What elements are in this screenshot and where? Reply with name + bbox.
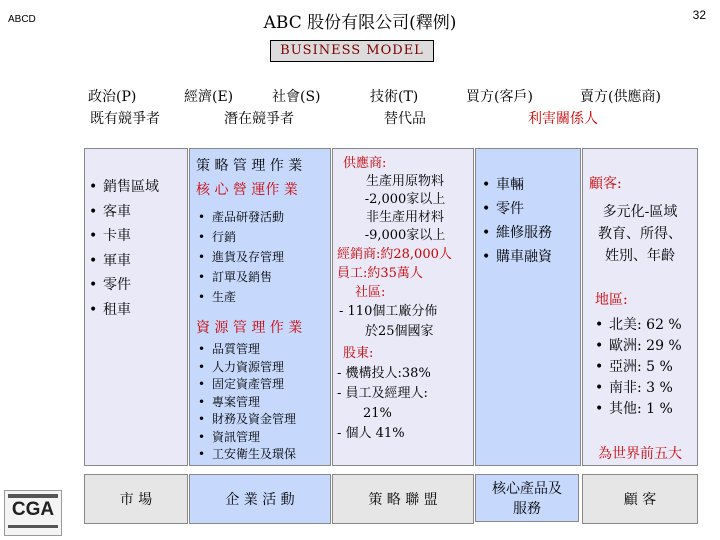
market-item: • 租車 — [89, 298, 187, 323]
shareholder-label: 股東: — [343, 346, 374, 361]
region-item: • 其他: 1 % — [595, 399, 682, 420]
supplier-label: 供應商: — [343, 156, 387, 171]
market-item: • 客車 — [89, 200, 187, 225]
community-line: - 110個工廠分佈 — [339, 304, 438, 319]
page-number: 32 — [692, 8, 706, 22]
resource-item: • 資訊管理 — [198, 429, 296, 447]
shareholder-line: - 個人 41% — [337, 426, 405, 441]
core-item: • 產品研發活動 — [198, 207, 284, 227]
footer-enterprise — [189, 474, 331, 524]
core-heading: 核 心 營 運作 業 — [196, 182, 298, 198]
products-panel — [475, 148, 581, 466]
core-item: • 行銷 — [198, 227, 284, 247]
employee-count: 員工:約35萬人 — [337, 266, 423, 281]
footer-products — [475, 474, 579, 522]
community-line: 於25個國家 — [365, 324, 434, 339]
products-list — [482, 173, 580, 269]
customer-line: 教育、所得、 — [598, 226, 682, 242]
factor-economic: 經濟(E) — [184, 89, 234, 105]
factor-existing-competitors: 既有競爭者 — [90, 111, 160, 127]
customer-panel — [582, 148, 698, 466]
factor-buyer: 買方(客戶) — [466, 89, 533, 105]
factor-technology: 技術(T) — [370, 89, 419, 105]
footer-label: 市 場 — [119, 492, 153, 508]
market-panel — [84, 148, 188, 466]
footer-market — [84, 474, 188, 524]
factor-political: 政治(P) — [88, 89, 137, 105]
customer-line: 姓別、年齡 — [605, 248, 675, 264]
region-item: • 北美: 62 % — [595, 315, 682, 336]
region-list — [595, 315, 682, 420]
customer-line: 多元化-區域 — [602, 204, 678, 220]
enterprise-panel — [189, 148, 331, 466]
core-item: • 訂單及銷售 — [198, 267, 284, 287]
resource-item: • 品質管理 — [198, 341, 296, 359]
alliance-line: -9,000家以上 — [364, 228, 446, 243]
market-item: • 銷售區域 — [89, 175, 187, 200]
core-item: • 生產 — [198, 287, 284, 307]
market-item: • 軍車 — [89, 249, 187, 274]
resource-item: • 人力資源管理 — [198, 359, 296, 377]
factor-social: 社會(S) — [272, 89, 321, 105]
resource-item: • 專案管理 — [198, 394, 296, 412]
resource-item: • 財務及資金管理 — [198, 411, 296, 429]
world-rank: 為世界前五大 — [598, 446, 682, 462]
resource-list — [198, 341, 296, 464]
region-label: 地區: — [595, 292, 628, 308]
region-item: • 歐洲: 29 % — [595, 336, 682, 357]
page-title: ABC 股份有限公司(釋例) — [263, 13, 457, 33]
market-item: • 卡車 — [89, 224, 187, 249]
footer-alliance — [332, 474, 474, 524]
product-item: • 零件 — [482, 197, 580, 221]
alliance-line: 生產用原物料 — [365, 174, 444, 189]
region-item: • 南非: 3 % — [595, 378, 682, 399]
footer-label: 核心產品及服務 — [492, 481, 562, 517]
corner-label: ABCD — [8, 14, 36, 25]
shareholder-line: - 機構投人:38% — [337, 366, 431, 381]
shareholder-line: - 員工及經理人: — [337, 386, 428, 401]
cga-logo — [4, 490, 62, 536]
market-list — [89, 175, 187, 322]
factor-supplier: 賣方(供應商) — [580, 89, 661, 105]
factor-potential-competitors: 潛在競爭者 — [224, 111, 294, 127]
core-item: • 進貨及存管理 — [198, 247, 284, 267]
product-item: • 購車融資 — [482, 245, 580, 269]
logo-text: CGA — [11, 499, 55, 520]
customer-label: 顧客: — [589, 176, 622, 192]
dealer-count: 經銷商:約28,000人 — [337, 247, 452, 262]
product-item: • 維修服務 — [482, 221, 580, 245]
core-list — [198, 207, 284, 307]
alliance-line: 非生產用材料 — [365, 210, 444, 225]
footer-label: 顧 客 — [623, 492, 657, 508]
alliance-line: -2,000家以上 — [364, 192, 446, 207]
resource-heading: 資 源 管 理 作 業 — [196, 320, 303, 336]
factor-stakeholders: 利害關係人 — [528, 111, 598, 127]
footer-label: 策 略 聯 盟 — [368, 492, 438, 508]
region-item: • 亞洲: 5 % — [595, 357, 682, 378]
market-item: • 零件 — [89, 273, 187, 298]
resource-item: • 工安衛生及環保 — [198, 446, 296, 464]
footer-label: 企 業 活 動 — [225, 492, 295, 508]
product-item: • 車輛 — [482, 173, 580, 197]
page-subtitle: BUSINESS MODEL — [270, 40, 434, 62]
shareholder-line: 21% — [363, 406, 392, 421]
factor-substitutes: 替代品 — [384, 111, 426, 127]
footer-customer — [582, 474, 698, 524]
community-label: 社區: — [355, 285, 386, 300]
resource-item: • 固定資產管理 — [198, 376, 296, 394]
alliance-panel — [332, 148, 474, 466]
strategy-heading: 策 略 管 理 作 業 — [196, 158, 303, 174]
